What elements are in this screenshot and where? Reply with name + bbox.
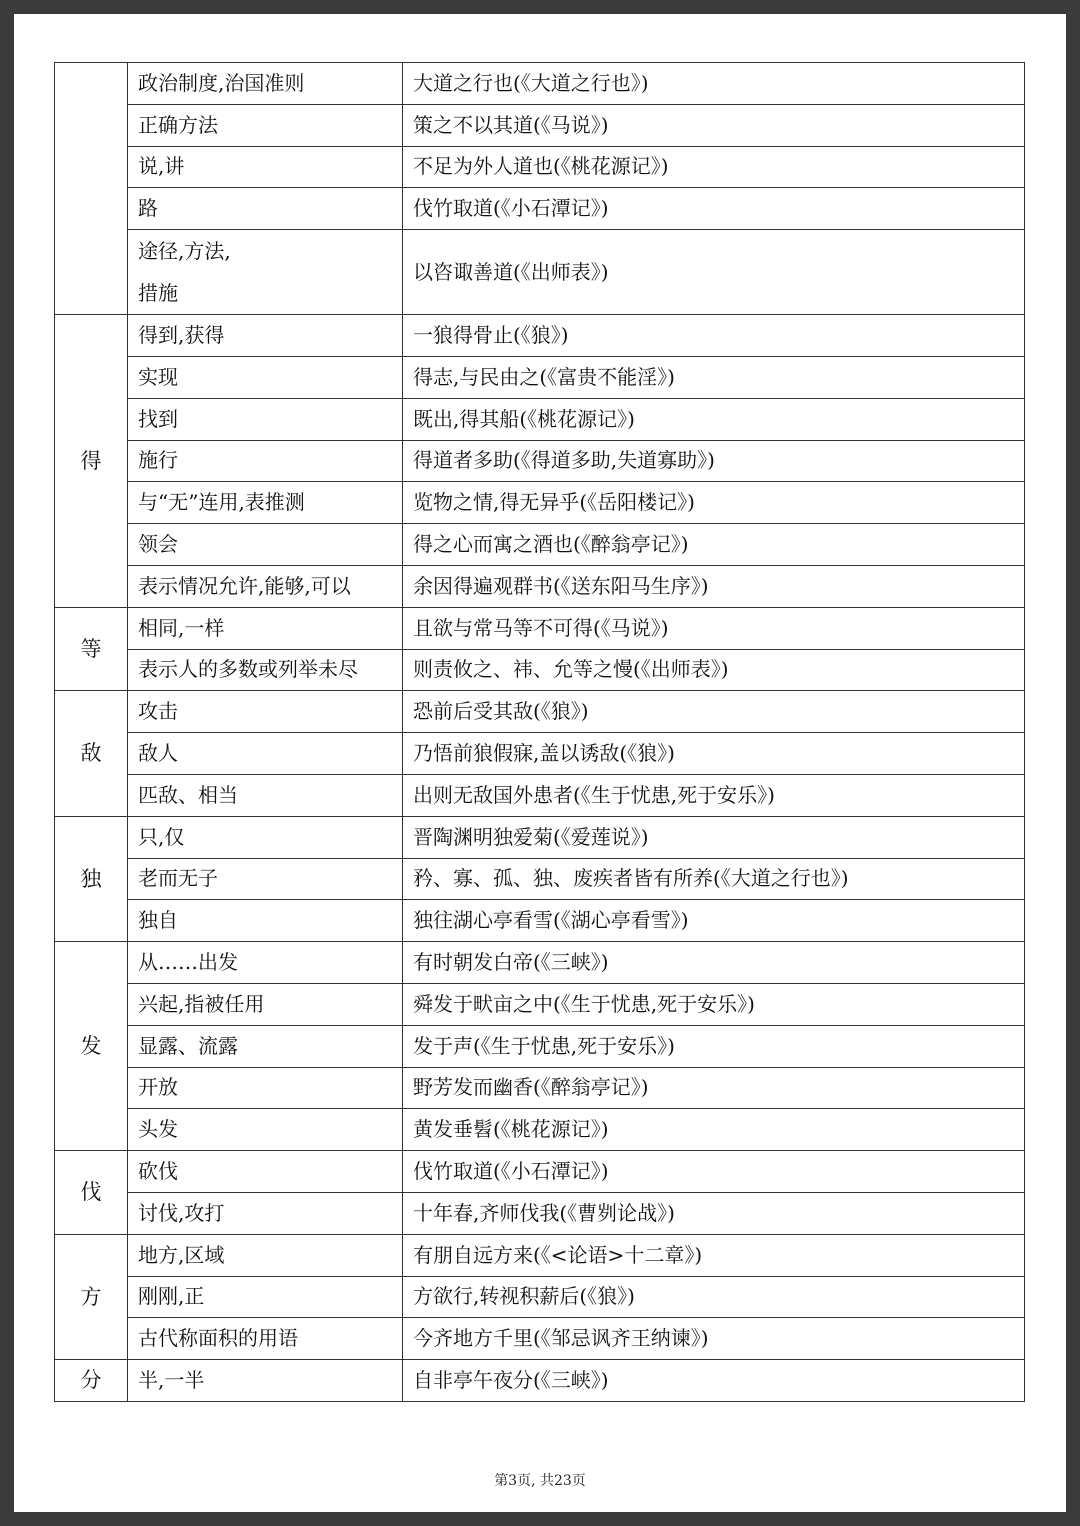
table-row — [55, 607, 1025, 649]
meaning-cell: 古代称面积的用语 — [128, 1318, 403, 1360]
table-row — [55, 1192, 1025, 1234]
example-cell: 览物之情,得无异乎(《岳阳楼记》) — [403, 482, 1025, 524]
table-row — [55, 104, 1025, 146]
meaning-cell: 领会 — [128, 524, 403, 566]
page-footer: 第3页, 共23页 — [494, 1473, 586, 1489]
meaning-cell: 实现 — [128, 356, 403, 398]
meaning-cell: 相同,一样 — [128, 607, 403, 649]
example-cell: 以咨诹善道(《出师表》) — [403, 230, 1025, 315]
table-row — [55, 1234, 1025, 1276]
meaning-cell: 路 — [128, 188, 403, 230]
meaning-cell: 与“无”连用,表推测 — [128, 482, 403, 524]
meaning-cell: 砍伐 — [128, 1151, 403, 1193]
example-cell: 伐竹取道(《小石潭记》) — [403, 1151, 1025, 1193]
table-row — [55, 440, 1025, 482]
example-cell: 独往湖心亭看雪(《湖心亭看雪》) — [403, 900, 1025, 942]
headword-cell: 方 — [55, 1234, 128, 1359]
table-row — [55, 63, 1025, 105]
meaning-cell: 讨伐,攻打 — [128, 1192, 403, 1234]
meaning-cell: 头发 — [128, 1109, 403, 1151]
headword-cell: 得 — [55, 315, 128, 608]
table-row — [55, 1109, 1025, 1151]
table-row — [55, 691, 1025, 733]
example-cell: 十年春,齐师伐我(《曹刿论战》) — [403, 1192, 1025, 1234]
headword-cell: 等 — [55, 607, 128, 691]
table-row — [55, 524, 1025, 566]
table-row — [55, 146, 1025, 188]
headword-cell — [55, 63, 128, 315]
headword-cell: 分 — [55, 1360, 128, 1402]
table-row — [55, 1276, 1025, 1318]
example-cell: 有朋自远方来(《<论语>十二章》) — [403, 1234, 1025, 1276]
meaning-cell: 敌人 — [128, 733, 403, 775]
example-cell: 自非亭午夜分(《三峡》) — [403, 1360, 1025, 1402]
table-row — [55, 816, 1025, 858]
example-cell: 矜、寡、孤、独、废疾者皆有所养(《大道之行也》) — [403, 858, 1025, 900]
example-cell: 今齐地方千里(《邹忌讽齐王纳谏》) — [403, 1318, 1025, 1360]
example-cell: 且欲与常马等不可得(《马说》) — [403, 607, 1025, 649]
table-row — [55, 1025, 1025, 1067]
example-cell: 黄发垂髫(《桃花源记》) — [403, 1109, 1025, 1151]
example-cell: 得之心而寓之酒也(《醉翁亭记》) — [403, 524, 1025, 566]
meaning-cell: 地方,区域 — [128, 1234, 403, 1276]
example-cell: 出则无敌国外患者(《生于忧患,死于安乐》) — [403, 774, 1025, 816]
table-row — [55, 565, 1025, 607]
table-row — [55, 356, 1025, 398]
table-row — [55, 482, 1025, 524]
vocabulary-table — [54, 62, 1025, 1402]
table-row — [55, 1151, 1025, 1193]
table-row — [55, 733, 1025, 775]
meaning-cell: 半,一半 — [128, 1360, 403, 1402]
meaning-cell: 表示情况允许,能够,可以 — [128, 565, 403, 607]
meaning-cell: 老而无子 — [128, 858, 403, 900]
meaning-cell: 开放 — [128, 1067, 403, 1109]
example-cell: 乃悟前狼假寐,盖以诱敌(《狼》) — [403, 733, 1025, 775]
example-cell: 发于声(《生于忧患,死于安乐》) — [403, 1025, 1025, 1067]
meaning-cell: 说,讲 — [128, 146, 403, 188]
example-cell: 野芳发而幽香(《醉翁亭记》) — [403, 1067, 1025, 1109]
meaning-cell: 施行 — [128, 440, 403, 482]
meaning-cell: 独自 — [128, 900, 403, 942]
meaning-cell: 政治制度,治国准则 — [128, 63, 403, 105]
table-row — [55, 315, 1025, 357]
example-cell: 恐前后受其敌(《狼》) — [403, 691, 1025, 733]
headword-cell: 独 — [55, 816, 128, 941]
meaning-cell: 攻击 — [128, 691, 403, 733]
meaning-cell: 从……出发 — [128, 942, 403, 984]
table-row — [55, 1318, 1025, 1360]
table-row — [55, 900, 1025, 942]
table-row — [55, 649, 1025, 691]
example-cell: 策之不以其道(《马说》) — [403, 104, 1025, 146]
example-cell: 舜发于畎亩之中(《生于忧患,死于安乐》) — [403, 983, 1025, 1025]
table-row — [55, 1067, 1025, 1109]
document-page — [14, 14, 1066, 1512]
meaning-cell: 找到 — [128, 398, 403, 440]
table-row — [55, 983, 1025, 1025]
meaning-cell: 刚刚,正 — [128, 1276, 403, 1318]
meaning-line: 措施 — [138, 281, 178, 306]
meaning-cell: 匹敌、相当 — [128, 774, 403, 816]
example-cell: 有时朝发白帝(《三峡》) — [403, 942, 1025, 984]
table-row — [55, 858, 1025, 900]
meaning-cell: 只,仅 — [128, 816, 403, 858]
table-row — [55, 774, 1025, 816]
example-cell: 一狼得骨止(《狼》) — [403, 315, 1025, 357]
table-body — [55, 63, 1025, 1402]
meaning-line: 途径,方法, — [138, 239, 231, 264]
headword-cell: 敌 — [55, 691, 128, 816]
example-cell: 余因得遍观群书(《送东阳马生序》) — [403, 565, 1025, 607]
example-cell: 则责攸之、祎、允等之慢(《出师表》) — [403, 649, 1025, 691]
meaning-cell: 兴起,指被任用 — [128, 983, 403, 1025]
meaning-cell: 得到,获得 — [128, 315, 403, 357]
meaning-cell — [128, 230, 403, 315]
table-row — [55, 188, 1025, 230]
example-cell: 得志,与民由之(《富贵不能淫》) — [403, 356, 1025, 398]
example-cell: 得道者多助(《得道多助,失道寡助》) — [403, 440, 1025, 482]
example-cell: 晋陶渊明独爱菊(《爱莲说》) — [403, 816, 1025, 858]
example-cell: 既出,得其船(《桃花源记》) — [403, 398, 1025, 440]
example-cell: 伐竹取道(《小石潭记》) — [403, 188, 1025, 230]
meaning-cell: 正确方法 — [128, 104, 403, 146]
example-cell: 大道之行也(《大道之行也》) — [403, 63, 1025, 105]
example-cell: 不足为外人道也(《桃花源记》) — [403, 146, 1025, 188]
table-row — [55, 230, 1025, 315]
table-row — [55, 1360, 1025, 1402]
headword-cell: 伐 — [55, 1151, 128, 1235]
table-row — [55, 398, 1025, 440]
meaning-cell: 显露、流露 — [128, 1025, 403, 1067]
meaning-cell: 表示人的多数或列举未尽 — [128, 649, 403, 691]
example-cell: 方欲行,转视积薪后(《狼》) — [403, 1276, 1025, 1318]
table-row — [55, 942, 1025, 984]
headword-cell: 发 — [55, 942, 128, 1151]
